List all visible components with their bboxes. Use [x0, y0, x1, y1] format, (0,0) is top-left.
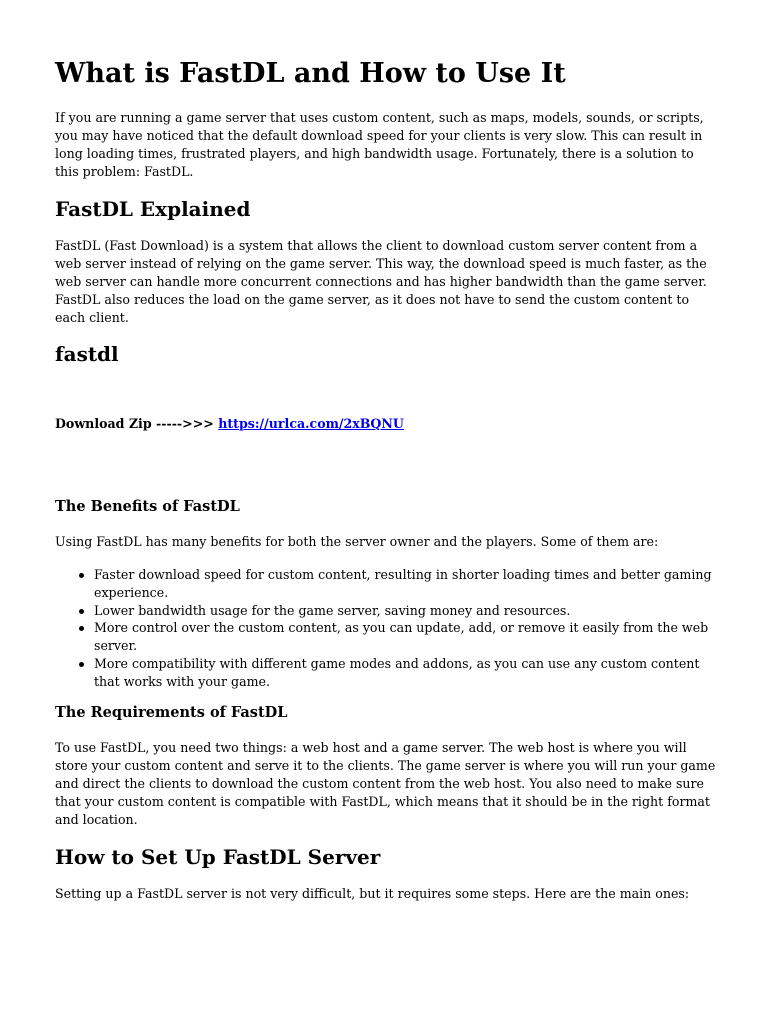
- bullet-icon: [79, 573, 84, 578]
- benefits-list: [55, 566, 717, 691]
- download-link[interactable]: https://urlca.com/2xBQNU: [218, 416, 404, 431]
- intro-paragraph: If you are running a game server that uses custom content, such as maps, models, sounds, or scripts, you may have noticed that the default download speed for your clients is very slow. This can result in long loading times, frustrated players, and high bandwidth usage. Fortunately, there is a solution to this problem: FastDL.: [55, 110, 704, 179]
- heading-setup: How to Set Up FastDL Server: [55, 845, 381, 869]
- requirements-paragraph: To use FastDL, you need two things: a web host and a game server. The web host is where you will store your custom content and serve it to the clients. The game server is where you will run your game and direct the clients to download the custom content from the web host. You also need to make sure that your custom content is compatible with FastDL, which means that it should be in the right format and location.: [55, 740, 716, 827]
- bullet-icon: [79, 626, 84, 631]
- heading-fastdl: fastdl: [55, 342, 119, 366]
- list-item: More control over the custom content, as you can update, add, or remove it easily from the web server.: [94, 619, 717, 655]
- list-item: More compatibility with different game modes and addons, as you can use any custom content that works with your game.: [94, 655, 717, 691]
- download-label: Download Zip ----->>>: [55, 416, 219, 431]
- list-item: Lower bandwidth usage for the game server, saving money and resources.: [94, 602, 717, 620]
- heading-fastdl-explained: FastDL Explained: [55, 197, 251, 221]
- page-title: What is FastDL and How to Use It: [55, 58, 566, 89]
- setup-paragraph: Setting up a FastDL server is not very difficult, but it requires some steps. Here are the main ones:: [55, 886, 690, 901]
- heading-requirements: The Requirements of FastDL: [55, 704, 288, 721]
- explained-paragraph: FastDL (Fast Download) is a system that allows the client to download custom server content from a web server instead of relying on the game server. This way, the download speed is much faster, as the web server can handle more concurrent connections and has higher bandwidth than the game server. FastDL also reduces the load on the game server, as it does not have to send the custom content to each client.: [55, 238, 707, 325]
- bullet-icon: [79, 609, 84, 614]
- heading-benefits: The Benefits of FastDL: [55, 498, 240, 515]
- download-line: [55, 415, 404, 433]
- benefits-paragraph: Using FastDL has many benefits for both the server owner and the players. Some of them are:: [55, 534, 659, 549]
- list-item: Faster download speed for custom content, resulting in shorter loading times and better gaming experience.: [94, 566, 717, 602]
- bullet-icon: [79, 662, 84, 667]
